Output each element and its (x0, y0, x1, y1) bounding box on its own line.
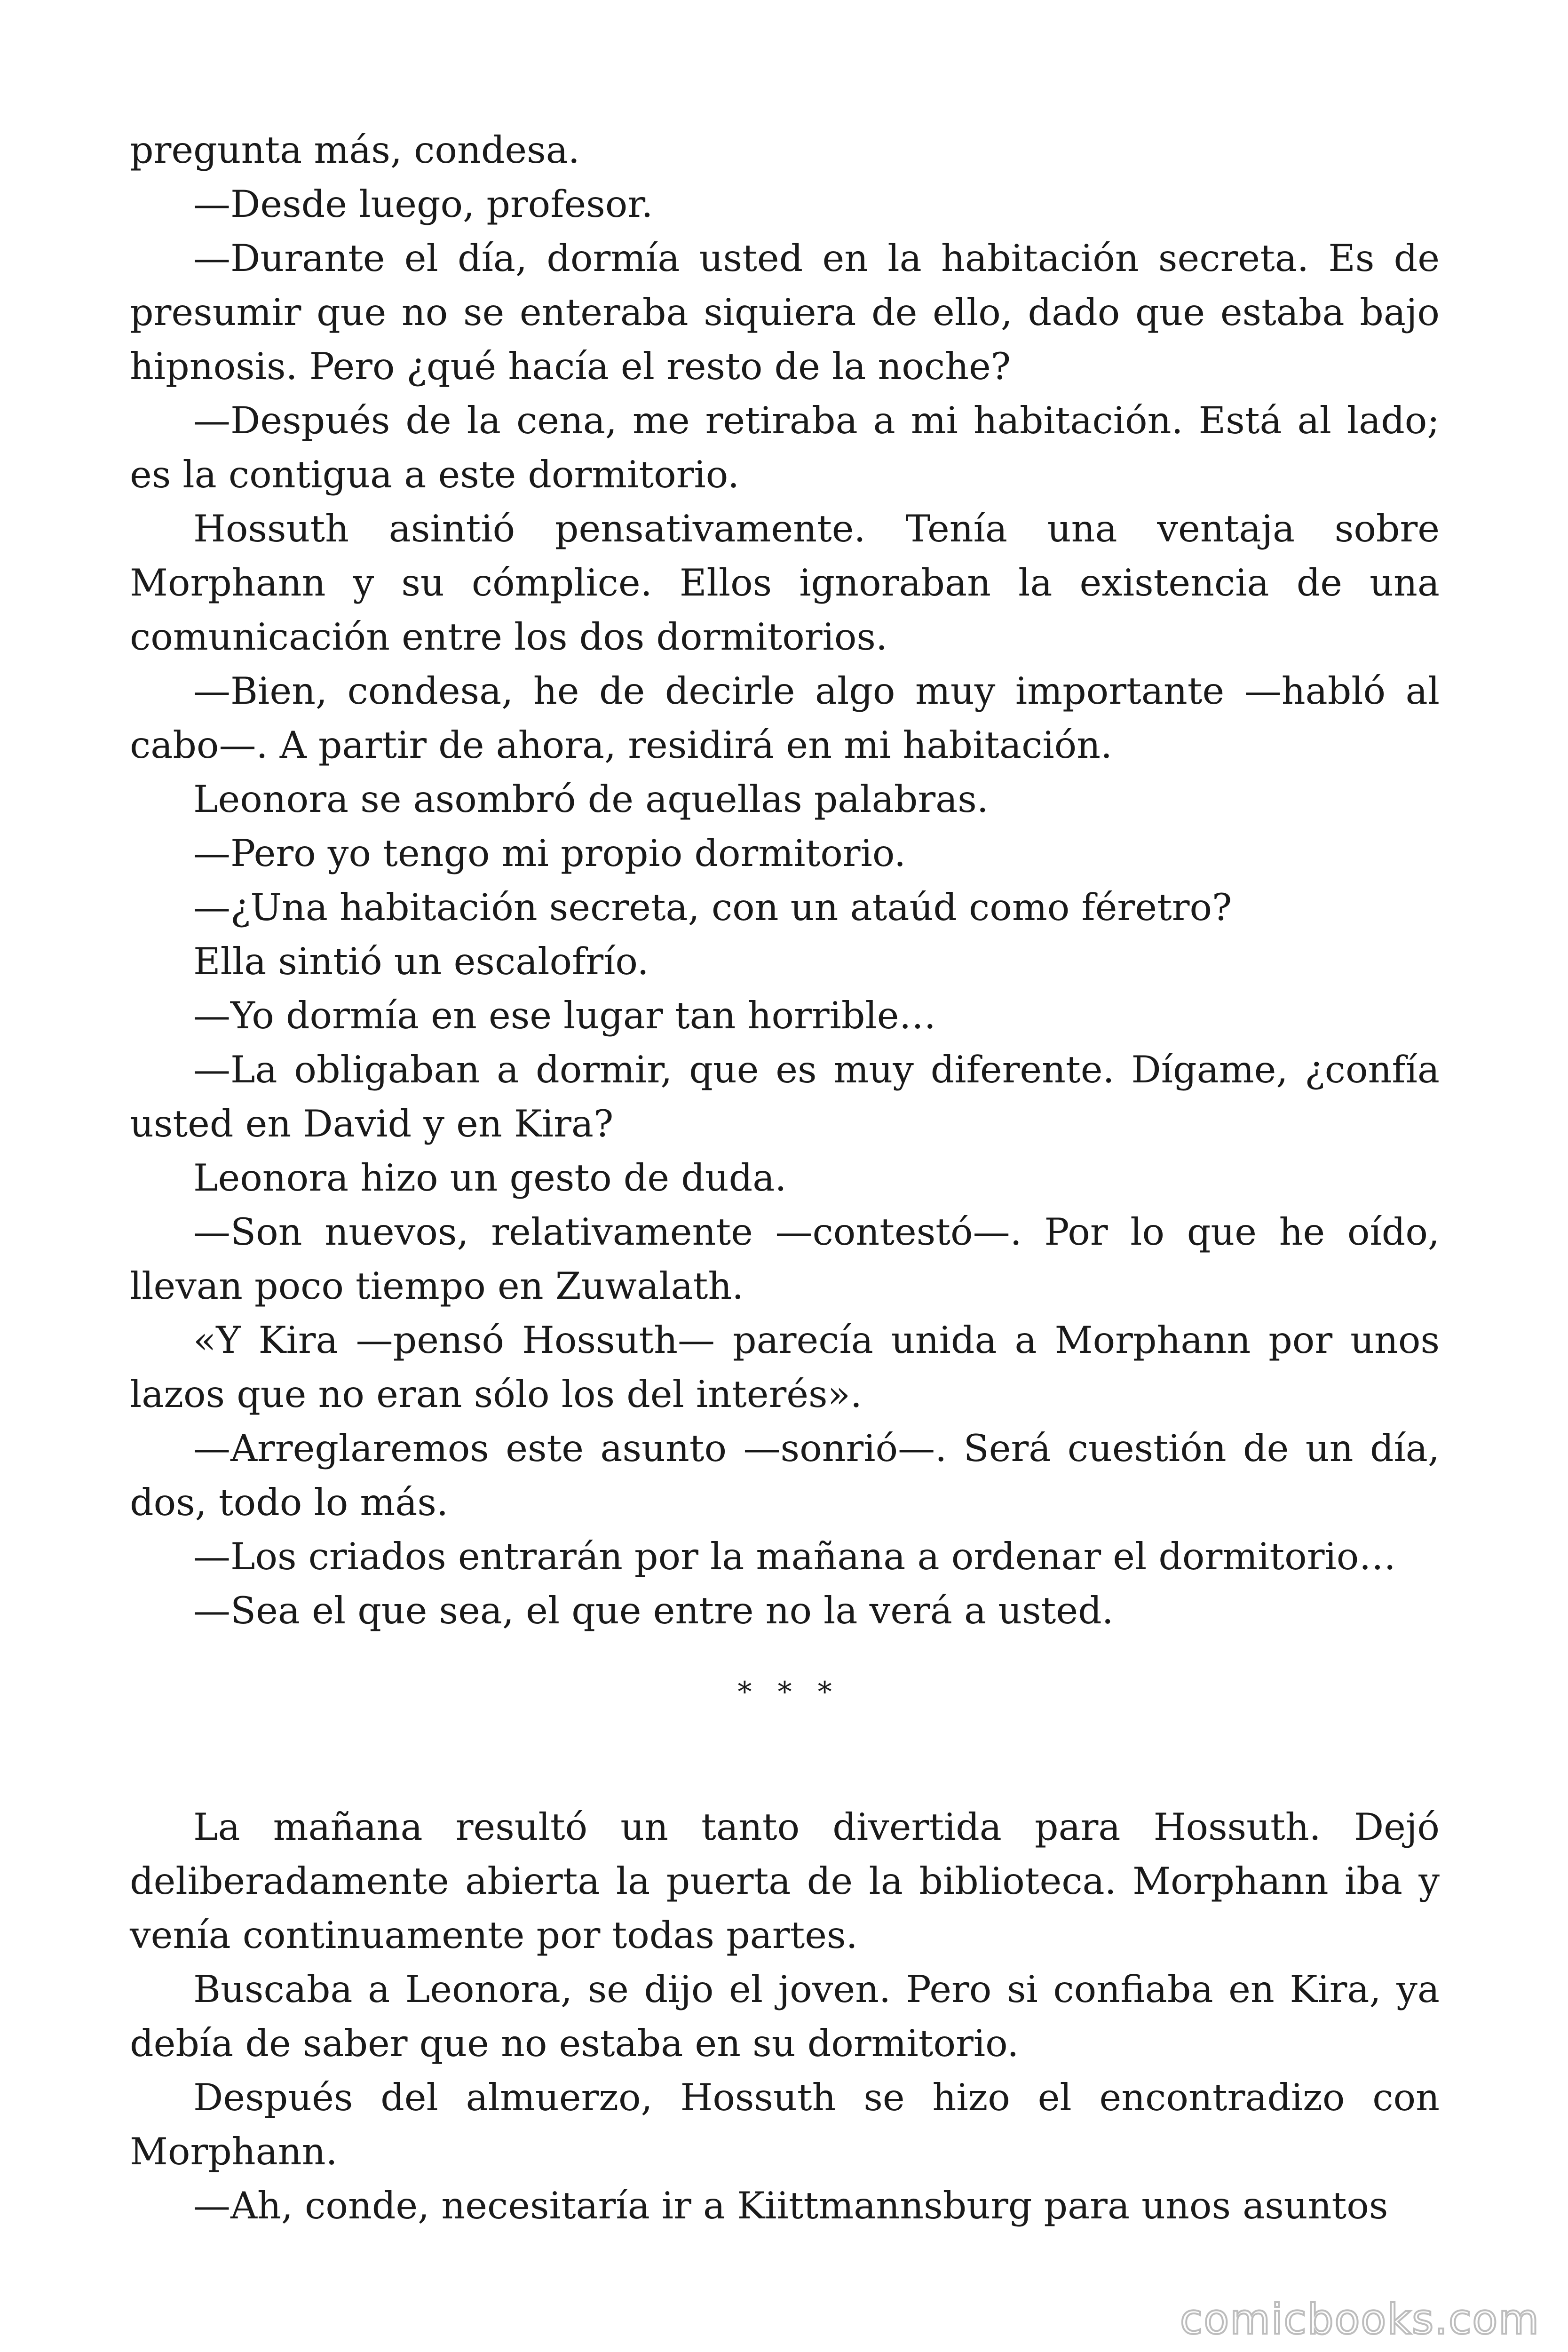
paragraph: —Yo dormía en ese lugar tan horrible… (193, 994, 936, 1037)
paragraph: —¿Una habitación secreta, con un ataúd como féretro? (193, 886, 1232, 929)
paragraph: Ella sintió un escalofrío. (193, 940, 649, 983)
watermark: comicbooks.com (1180, 2295, 1540, 2344)
book-page (130, 123, 1440, 2233)
paragraph: —Los criados entrarán por la mañana a ordenar el dormitorio… (193, 1535, 1396, 1578)
paragraph: —Bien, condesa, he de decirle algo muy importante —habló al cabo—. A partir de ahora, residirá en mi habitación. (130, 669, 1440, 767)
paragraph: La mañana resultó un tanto divertida para Hossuth. Dejó deliberadamente abierta la puerta de la biblioteca. Morphann iba y venía continuamente por todas partes. (130, 1805, 1440, 1957)
section-separator: * * * (737, 1676, 840, 1708)
paragraph: pregunta más, condesa. (130, 128, 580, 172)
paragraph: —La obligaban a dormir, que es muy diferente. Dígame, ¿confía usted en David y en Kira? (130, 1048, 1440, 1145)
paragraph: —Durante el día, dormía usted en la habitación secreta. Es de presumir que no se enteraba siquiera de ello, dado que estaba bajo hipnosis. Pero ¿qué hacía el resto de la noche? (130, 237, 1440, 388)
paragraph: —Desde luego, profesor. (193, 183, 653, 226)
paragraph: Hossuth asintió pensativamente. Tenía una ventaja sobre Morphann y su cómplice. Ellos ignoraban la existencia de una comunicación entre los dos dormitorios. (130, 507, 1440, 659)
paragraph: Leonora hizo un gesto de duda. (193, 1156, 787, 1200)
paragraph: —Ah, conde, necesitaría ir a Kiittmannsburg para unos asuntos (193, 2184, 1388, 2227)
paragraph: Leonora se asombró de aquellas palabras. (193, 778, 989, 821)
paragraph: —Arreglaremos este asunto —sonrió—. Será cuestión de un día, dos, todo lo más. (130, 1427, 1440, 1524)
paragraph: —Pero yo tengo mi propio dormitorio. (193, 832, 906, 875)
paragraph: Buscaba a Leonora, se dijo el joven. Pero si confiaba en Kira, ya debía de saber que no estaba en su dormitorio. (130, 1968, 1440, 2065)
paragraph: —Después de la cena, me retiraba a mi habitación. Está al lado; es la contigua a este dormitorio. (130, 399, 1440, 496)
paragraph: «Y Kira —pensó Hossuth— parecía unida a Morphann por unos lazos que no eran sólo los del interés». (130, 1319, 1440, 1416)
paragraph: Después del almuerzo, Hossuth se hizo el encontradizo con Morphann. (130, 2076, 1440, 2173)
paragraph: —Sea el que sea, el que entre no la verá a usted. (193, 1589, 1114, 1632)
paragraph: —Son nuevos, relativamente —contestó—. Por lo que he oído, llevan poco tiempo en Zuwalath. (130, 1210, 1440, 1308)
